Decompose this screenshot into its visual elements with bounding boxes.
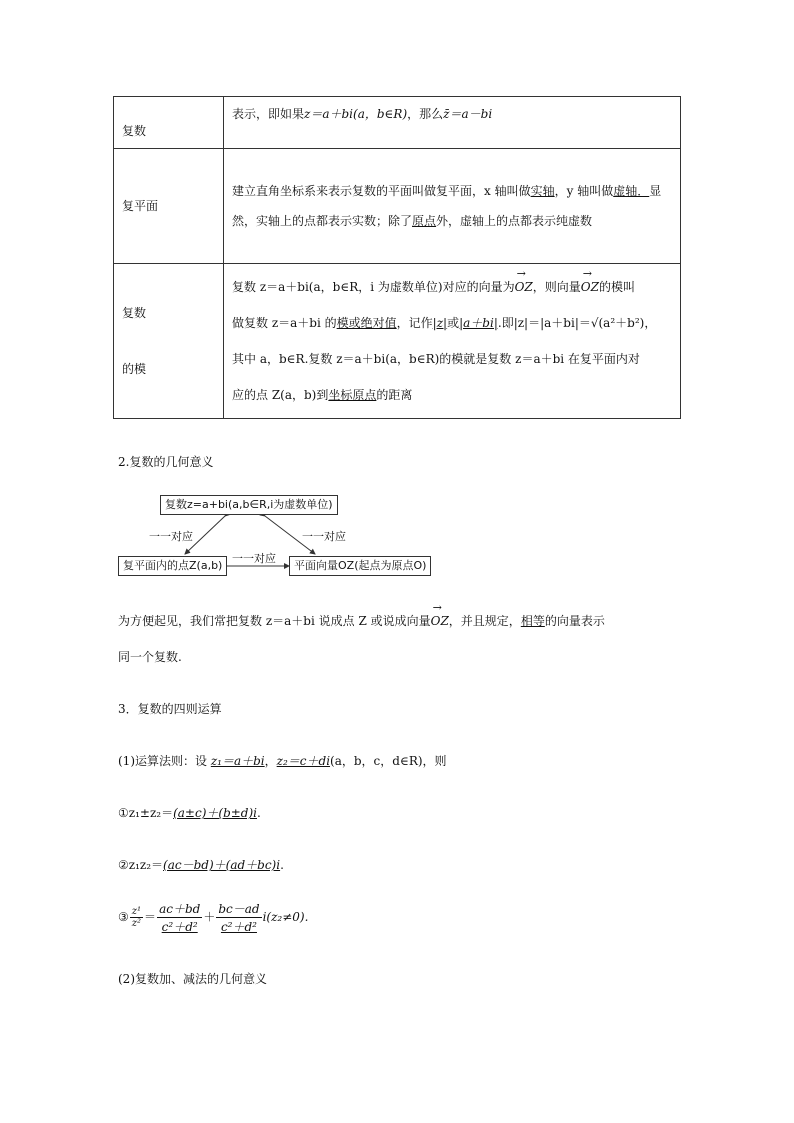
underlined-term: 实轴 — [530, 184, 555, 198]
underlined-formula: (ac－bd)＋(ad＋bc)i — [163, 858, 281, 872]
fraction-denominator: c²＋d² — [220, 920, 257, 934]
rule-text: (a，b，c，d∈R)，则 — [330, 754, 447, 768]
desc-text: 复数 z＝a＋bi(a，b∈R，i 为虚数单位)对应的向量为 — [232, 280, 515, 294]
rule-text: ③ — [118, 910, 129, 924]
underlined-term: 相等 — [520, 614, 545, 628]
rule-text: (1)运算法则：设 — [118, 754, 211, 768]
term-label: 复平面 — [122, 199, 159, 213]
underlined-term: |z| — [432, 316, 448, 330]
rule-text: ＝ — [144, 910, 157, 924]
table-row — [114, 149, 681, 264]
term-cell — [114, 97, 224, 149]
desc-text: 的距离 — [376, 388, 413, 402]
rule-text: i(z₂≠0). — [262, 910, 309, 924]
left-label: 一一对应 — [149, 530, 193, 543]
paragraph-line — [118, 612, 605, 629]
definition-table — [113, 96, 681, 419]
desc-text: 应的点 Z(a，b)到 — [232, 388, 329, 402]
desc-text: 或 — [447, 316, 460, 330]
underlined-term: |a＋bi| — [459, 316, 498, 330]
desc-cell — [224, 149, 681, 264]
rule-text: ， — [264, 754, 277, 768]
underlined-term: 坐标原点 — [328, 388, 377, 402]
para-text: ，并且规定， — [448, 614, 521, 628]
term-cell — [114, 264, 224, 419]
section-heading: 2.复数的几何意义 — [118, 455, 214, 469]
rule-add-sub — [118, 804, 261, 821]
desc-text: 外，虚轴上的点都表示纯虚数 — [436, 214, 593, 228]
desc-formula: .即|z|＝|a＋bi|＝√(a²＋b²)， — [497, 316, 657, 330]
desc-text: ，则向量 — [532, 280, 581, 294]
bottom-label: 一一对应 — [232, 552, 276, 565]
rule-divide — [118, 900, 308, 935]
desc-text: 的模叫 — [598, 280, 635, 294]
desc-text: ，y 轴叫做 — [554, 184, 614, 198]
rule-text: . — [280, 858, 284, 872]
section-heading: 3．复数的四则运算 — [118, 702, 222, 716]
fraction-numerator: bc－ad — [218, 902, 260, 916]
right-label: 一一对应 — [302, 530, 346, 543]
desc-text: 做复数 z＝a＋bi 的 — [232, 316, 337, 330]
rule-intro — [118, 752, 447, 769]
para-text: 的向量表示 — [544, 614, 605, 628]
lhs-fraction — [130, 906, 143, 929]
fraction-2 — [216, 900, 261, 935]
rule-text: ＋ — [203, 910, 216, 924]
desc-text: 显然，实轴上的点都表示实数；除了 — [232, 184, 662, 228]
underlined-formula: z₂＝c＋di — [276, 754, 331, 768]
underlined-formula: z₁＝a＋bi — [210, 754, 265, 768]
term-label: 复数 — [122, 124, 147, 138]
desc-formula: z＝a＋bi(a，b∈R) — [304, 107, 408, 121]
rule-multiply — [118, 856, 284, 873]
desc-text: 表示，即如果 — [232, 107, 305, 121]
rule-text: . — [257, 806, 261, 820]
vector-box: 平面向量OZ(起点为原点O) — [289, 556, 431, 576]
fraction-denominator: c²＋d² — [161, 920, 198, 934]
conjugate-symbol: z̄ — [443, 107, 450, 121]
underlined-term: 虚轴． — [613, 184, 650, 198]
desc-formula: ＝a－bi — [449, 107, 493, 121]
underlined-formula: (a±c)＋(b±d)i — [173, 806, 258, 820]
term-label: 复数 — [122, 306, 147, 320]
desc-cell — [224, 97, 681, 149]
table-row — [114, 97, 681, 149]
section-heading: (2)复数加、减法的几何意义 — [118, 972, 267, 986]
rule-text: ①z₁±z₂＝ — [118, 806, 174, 820]
fraction-numerator: z¹ — [131, 906, 142, 917]
vector-OZ: → OZ — [515, 269, 533, 305]
fraction-1 — [157, 900, 202, 935]
desc-cell — [224, 264, 681, 419]
point-box: 复平面内的点Z(a,b) — [118, 556, 227, 576]
desc-text: 建立直角坐标系来表示复数的平面叫做复平面，x 轴叫做 — [232, 184, 531, 198]
complex-number-box: 复数z=a+bi(a,b∈R,i为虚数单位) — [160, 495, 338, 515]
underlined-term: 模或绝对值 — [336, 316, 397, 330]
rule-text: ②z₁z₂＝ — [118, 858, 164, 872]
table-row — [114, 264, 681, 419]
fraction-numerator: ac＋bd — [159, 902, 201, 916]
vector-OZ: → OZ — [431, 614, 449, 628]
desc-text: ，记作 — [396, 316, 433, 330]
fraction-denominator: z² — [131, 918, 142, 929]
desc-text: 其中 a，b∈R.复数 z＝a＋bi(a，b∈R)的模就是复数 z＝a＋bi 在复平面内对 — [232, 352, 640, 366]
term-label: 的模 — [122, 362, 147, 376]
vector-OZ: → OZ — [581, 269, 599, 305]
para-text: 为方便起见，我们常把复数 z＝a＋bi 说成点 Z 或说成向量 — [118, 614, 431, 628]
underlined-term: 原点 — [412, 214, 437, 228]
term-cell — [114, 149, 224, 264]
desc-text: ，那么 — [407, 107, 444, 121]
paragraph-line: 同一个复数. — [118, 650, 182, 664]
